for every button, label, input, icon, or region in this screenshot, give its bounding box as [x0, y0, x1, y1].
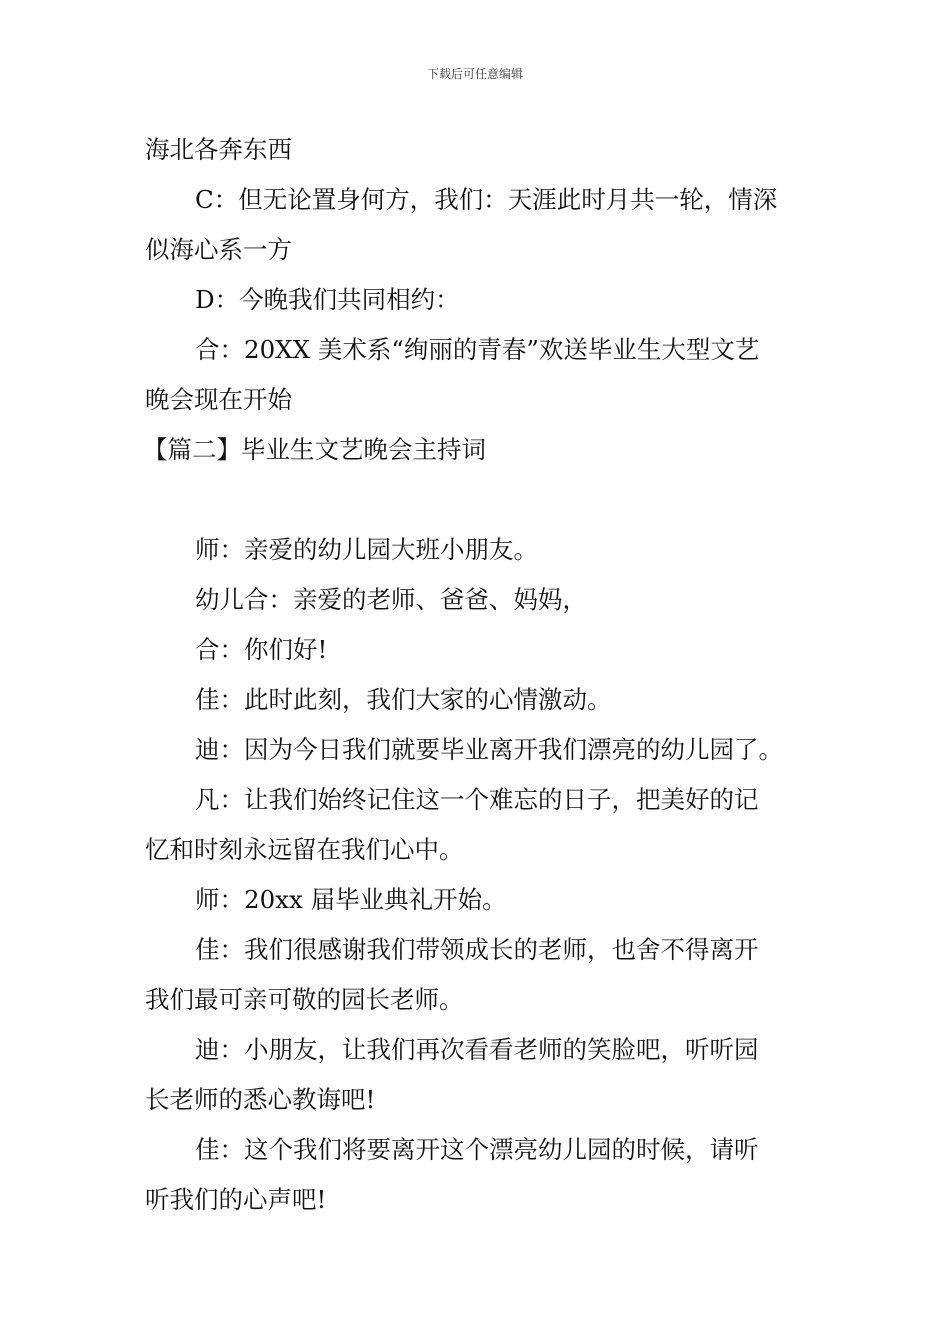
- text-line: 师：亲爱的幼儿园大班小朋友。: [195, 535, 538, 564]
- text-line: 长老师的悉心教诲吧!: [145, 1085, 376, 1114]
- text-line: 我们最可亲可敬的园长老师。: [145, 985, 464, 1014]
- text-line: 晚会现在开始: [145, 385, 292, 414]
- text-line: 迪：小朋友，让我们再次看看老师的笑脸吧，听听园: [195, 1035, 759, 1064]
- text-line: 迪：因为今日我们就要毕业离开我们漂亮的幼儿园了。: [195, 735, 783, 764]
- text-line: 合：20XX 美术系“绚丽的青春”欢送毕业生大型文艺: [195, 335, 760, 364]
- blank-line: [145, 475, 810, 525]
- text-line: C：但无论置身何方，我们：天涯此时月共一轮，情深: [195, 185, 778, 214]
- text-line: 似海心系一方: [145, 235, 292, 264]
- text-line: 佳：我们很感谢我们带领成长的老师，也舍不得离开: [195, 935, 759, 964]
- text-line: D：今晚我们共同相约：: [195, 285, 460, 314]
- text-line: 佳：这个我们将要离开这个漂亮幼儿园的时候，请听: [195, 1135, 759, 1164]
- text-line: 合：你们好!: [195, 635, 328, 664]
- text-line: 幼儿合：亲爱的老师、爸爸、妈妈，: [195, 585, 587, 614]
- text-line: 凡：让我们始终记住这一个难忘的日子，把美好的记: [195, 785, 759, 814]
- document-body: [145, 125, 810, 1225]
- section-heading: 【篇二】毕业生文艺晚会主持词: [143, 435, 486, 464]
- text-line: 忆和时刻永远留在我们心中。: [145, 835, 464, 864]
- text-line: 师：20xx 届毕业典礼开始。: [195, 885, 507, 914]
- text-line: 听我们的心声吧!: [145, 1185, 327, 1214]
- text-line: 海北各奔东西: [145, 135, 292, 164]
- text-line: 佳：此时此刻，我们大家的心情激动。: [195, 685, 612, 714]
- page-header-note: 下载后可任意编辑: [426, 67, 523, 81]
